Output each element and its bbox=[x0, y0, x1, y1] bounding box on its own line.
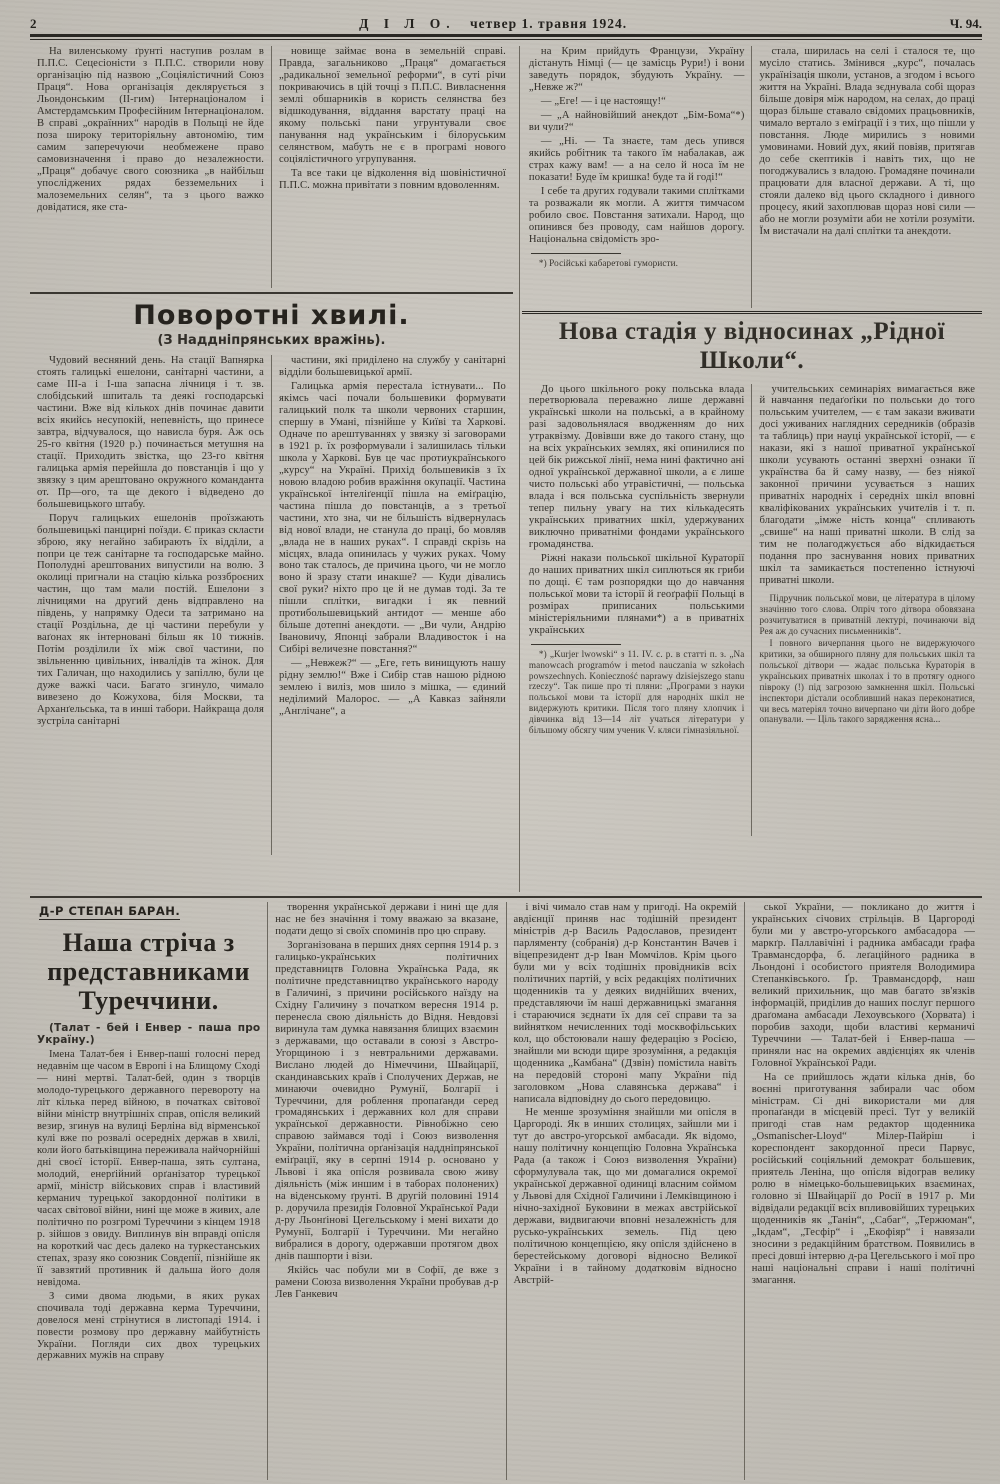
article-povorotni-khvyli bbox=[30, 300, 513, 855]
article-column bbox=[522, 384, 752, 836]
body-paragraph: З сими двома людьми, в яких руках спочивала тоді державна керма Туреччини, довелося мені стрінутися в листопаді 1914. і повести розмову про державну майбутність України. Погляди сих двох турецьких державних мужів на справу bbox=[37, 1290, 261, 1362]
article-column bbox=[30, 46, 271, 288]
article-body bbox=[30, 355, 513, 855]
body-paragraph: До цього шкільного року польська влада перетворювала переважно лише державні українські школи на польські, а в крайному разі задовольнялася вводженням до них утраквізму. Довівши вже до такого стану, що на всіх українських землях, які опинилися по цей бік рижської лінії, нема нині фактично ані одної української державної школи, а є лише чисто польські або утравістичні, — польська влада і вся польська суспільність звернули тепер пильну увагу на тих кількадесять українських приватних шкіл, удержуваних виключно приватніми фондами українського громадянства. bbox=[528, 383, 745, 551]
body-paragraph: новище займає вона в земельній справі. Правда, загальниково „Праця“ домагається „радикальної земельної реформи“, в суті річи покриваючись в цій точці з П.П.С. Вивласнення землі обшарників в користь селянства без відшкодування, віддання варстату праці на якому польські пани угрунтували своє панування над українським і білоруським селянством, мабуть не є в програмі нового соціялістичного угрупування. bbox=[278, 46, 506, 165]
upper-content bbox=[30, 46, 982, 892]
continued-article-right bbox=[522, 46, 982, 308]
body-paragraph: частини, які приділено на службу у санітарні відділи большевицької армії. bbox=[278, 355, 506, 378]
article-title: Наша стріча з представниками Туреччини. bbox=[47, 928, 250, 1016]
footnote-text: *) Російські кабаретові гумористи. bbox=[538, 257, 679, 268]
body-paragraph: — „Еге! — і це настоящу!“ bbox=[540, 95, 666, 107]
page-header bbox=[30, 6, 982, 32]
article-column bbox=[522, 46, 752, 308]
footnote-text: Підручник польської мови, це література в цілому значінню того слова. Опріч того дітвора обовязана розчитуватися в приватній лектурі, починаючи від Рея аж до сучасних письменників“. bbox=[759, 592, 976, 636]
article-column bbox=[506, 902, 744, 1480]
body-paragraph: Зорганізована в перших днях серпня 1914 р. з галицько-українських політичних представництв Головна Українська Рада, як політичне представництво українського народу в Галичині, з причини російського наїзду на Східну Галичину з початком вересня 1914 р. перенесла свою діяльність до Відня. Невдовзі виринула там думка навязання блищих взаємин з державами, що оставали в союзі з Австро-Угорщиною і з невтральними державами. Вислано людей до Німеччини, Швайцарії, скандинавських країв і Сполучених Держав, не минаючи очевидно Румунії, Болгарії і Туреччини, для роблення пропаґанди серед громадянських і державних кол для справи української державности. Рівнобіжно сею справою займався тоді і Союз визволення України, політична орґанізація наддніпрянської еміґрації, яку в серпні 1914 р. основано у Львові і яка опісля розвивала свою живу діяльність (між иншим і в таборах полонених) на віденському ґрунті. В другій половині 1914 р. доручила президія Головної Української Ради д-ру Льонґінові Цегельському і мені вихати до Румунії, Болгарії і Туреччини. Ми негайно вибралися в дорогу, одержавши протягом двох днів пашпорти і візи. bbox=[275, 939, 499, 1263]
newspaper-title: Д І Л О. bbox=[359, 16, 456, 31]
footnote bbox=[759, 593, 975, 725]
article-column bbox=[271, 355, 513, 855]
body-paragraph: — „А найновійший анекдот „Бім-Бома“*) ви чули?“ bbox=[528, 109, 745, 133]
page-number: 2 bbox=[30, 16, 37, 31]
article-column bbox=[751, 384, 982, 836]
article-column bbox=[30, 355, 271, 855]
article-subtitle: (З Наддніпрянських вражінь). bbox=[157, 333, 386, 348]
footnote bbox=[529, 649, 745, 736]
footnote-separator bbox=[531, 644, 621, 645]
article-column bbox=[751, 46, 982, 308]
body-paragraph: Та все таки це відколення від шовіністичної П.П.С. можна привітати з повним вдоволенням. bbox=[278, 167, 506, 191]
section-rule bbox=[30, 292, 513, 294]
footnote-text: *) „Kurjer lwowski“ з 11. IV. с. р. в статті п. з. „Na manowcach programów i metod nauczania w szkołach powszechnych. Konieczność naprawy dzisiejszego stanu rzeczy“. Так пише про ті пляни: „Програми з науки польської мови та історії для народніх шкіл не видержують критики. Після того пляну хлопчик і дівчинка від 13—14 літ учаться літератури у більшому обсягу чим ученик V. кляси гімназіяльної. bbox=[528, 648, 745, 735]
footnote-text: І повного вичерпання цього не видержуючого критики, за обширного пляну для польських шкіл та польської дітвори — жадає польська Кураторія в українських приватніх школах і то в протягу одного півроку (!) під загрозою замкнення шкіл. Польські інспектори дістали особливший наказ переконатися, чи весь матеріял точно вичерпано чи діти його добре опанували. — Ціль такого зарядження ясна... bbox=[759, 638, 976, 725]
section-rule bbox=[30, 896, 982, 898]
body-paragraph: творення української держави і нині ще для нас не без значіння і тому вважаю за вказане, подати дещо зі своїх споминів про цю справу. bbox=[275, 902, 499, 937]
article-column bbox=[744, 902, 982, 1480]
article-nova-stadiya bbox=[522, 318, 982, 836]
body-paragraph: Ріжні накази польської шкільної Кураторії до наших приватних шкіл сиплються як гриби по дощі. Є там розпорядки що до навчання польської мови та історії й геоґрафії Польщі в розмірах приписаних польськими міністеріяльними плянами*) а в приватніх українських bbox=[528, 553, 745, 636]
article-body bbox=[522, 384, 982, 836]
article-column bbox=[30, 902, 267, 1480]
article-turkey bbox=[30, 902, 982, 1480]
footnote bbox=[529, 258, 745, 269]
section-rule bbox=[522, 311, 982, 314]
article-title: Нова стадія у відносинах „Рідної Школи“. bbox=[558, 318, 946, 374]
body-paragraph: На се прийшлось ждати кілька днів, бо воєнні приготування забирали час обом міністрам. Сі дні використали ми для пропаґанди в місцевій пресі. Тут у великій пригоді став нам редактор щоденника „Osmanischer-Lloyd“ Мілер-Пайріш і кореспондент закордонної преси Парвус, російський соціяльний демократ большевик, приятель Леніна, що опісля відограв велику ролю в німецько-большевицьких взаєминах, головно зі Швайцарії до Росії в 1917 р. Ми відвідали редакції всіх впливовійших турецьких щоденників як „Танін“, „Сабаг“, „Тержюман“, „Ікдам“, „Тесфір“ і „Екофіяр“ і навязали зносини з редакційним братством. Появились в пресі довші інтервю д-ра Цегельського і мої про наші національні справи і наші політичні змагання. bbox=[751, 1071, 975, 1287]
header-rule bbox=[30, 34, 982, 40]
continued-article-left bbox=[30, 46, 513, 288]
issue-date: четвер 1. травня 1924. bbox=[470, 16, 628, 31]
body-paragraph: Поруч галицьких ешелонів проїзжають большевицькі панцирні поїзди. Є приказ скласти зброю, яку негайно забирають їх відділи, а попри це теж санітарне та господарське майно. Пополудні арештованих випустили на волю. З околиці пригнали на стацію кілька роззброєних частин, що там мали постій. Ешелони з лічницями на другий день відправлено на південь, у напрямку Одеси та затримано на стації Роздільна, де ці частини перебули у ваґонах як інтерновані більш як 10 тижнів. Потім розділили їх між свої частини, по звільненню цивільних, інвалідів та жінок. Для тих Галичан, що находились у запіллю, були це дуже важкі часи. Багато згинуло, чимало вивезено до Кожухова, біля Москви, та Арханґельська, та в инші табори. Найкраща доля зустріла санітарні bbox=[37, 512, 264, 728]
body-paragraph: — „Ні. — Та знаєте, там десь упився якийсь робітник та такого їм набалакав, аж страх кажу вам! — а на село й носа їм не показати! Буде їм кришка! буде та й годі!“ bbox=[528, 135, 745, 183]
body-paragraph: на Крим прийдуть Французи, Україну дістануть Німці (— це замісць Рури!) і вони заведуть порядок, збудують Україну. — „Невже ж?“ bbox=[528, 46, 745, 93]
body-paragraph: Якійсь час побули ми в Софії, де вже з рамени Союза визволення України пробував д-р Лев Ганкевич bbox=[275, 1265, 499, 1300]
body-paragraph: Чудовий весняний день. На стації Вапнярка стоять галицькі ешелони, санітарні частини, а саме ІІІ-а і І-ша запасна лічниця і т. зв. слобідський шпиталь та деякі господарські частини. Вже від кількох днів починає давити всіх якийсь несупокій, непевність, що принесе завтра, відчувалося, що нависла буря. Аж ось 25-го квітня (1920 р.) починається метушня на стації. Приходить звістка, що 23-го квітня галицька армія перейшла до повстанців і що у звязку з цим арештовано окружного команданта от. Пр—ого, та ще декого і відведено до большевицького штабу. bbox=[37, 355, 264, 510]
left-half bbox=[30, 46, 513, 892]
article-column bbox=[271, 46, 513, 288]
body-paragraph: На виленському ґрунті наступив розлам в П.П.С. Сецесіоністи з П.П.С. створили нову організацію під назвою „Соціялістичний Союз Праця“. Нова організація деклярується з Льондонським (ІІ-гим) Інтернаціоналом і Амстердамським Професійним Інтернаціоналом. В справі „окраїнних“ народів в Польщі не йде поза широку територіяльну автономію, тим самим заперечуючи необмежене право самовизначення і право до незалежности. „Праця“ добачує свого союзника „в найбільш упосліджених рядах безземельних і малоземельних селян“, та з цього важко довідатися, яке ста- bbox=[37, 46, 264, 213]
body-paragraph: І себе та других годували такими сплітками та розважали як могли. А життя тимчасом робило своє. Повстання затихали. Народ, що опинився без проводу, сам найшов дорогу. Національна свідомість зро- bbox=[528, 185, 745, 245]
issue-number: Ч. 94. bbox=[949, 16, 982, 31]
right-half bbox=[519, 46, 982, 892]
body-paragraph: Не менше зрозуміння знайшли ми опісля в Царгороді. Як в инших столицях, зайшли ми і тут до австро-угорської амбасади. Як відомо, нашу політичну концепцію Головна Українська Рада (а також і Союз визволення України) сформулувала так, що ми домагалися окремої української державної одиниці власним соймом у Львові для Східної Галичини і Лемківщиною і нічно-західної Буковини в межах австрійської держави, видвигаючи вповні незалежність для русько-українських земель. Під цею політичною концепцією, яку опісля здійснено в берестейському договорі відносно Великої України і в тайному додатковім відносно Австрій- bbox=[513, 1107, 737, 1287]
article-subtitle: (Талат - бей і Енвер - паша про Україну.) bbox=[37, 1022, 261, 1047]
footnote-separator bbox=[531, 253, 621, 254]
body-paragraph: — „Невжеж?“ — „Еге, геть винищують нашу рідну землю!“ Вже і Сибір став нашою рідною землею і виліз, мов шило з мішка, — єдиний неділимий Малорос. — „А Кавказ зайняли „Англічане“, а bbox=[278, 658, 506, 718]
body-paragraph: Галицька армія перестала істнувати... По якімсь часі почали большевики формувати галицький полк та школи червоних старшин, спершу в Умані, пізнійше у Київі та Харкові. Одначе по арештуваннях у звязку зі заговорами в 1921 р. їх розформували і залишилась тільки школа у Харкові. Був це час протиукраїнського „курсу“ на Україні. Прихід большевиків з їх новою владою робив вражіння окупації. Частина української інтеліґенції пішла на еміґрацію, частина пішла до повстанців, а з третьої частини, хто зна, чи не більшість відвернулась від нової влади, не станула до праці, бо мовляв „влада не в наших руках“. І справді скрізь на місцях, влада опинилась у чужих руках. Чому воно так сталось, де причина цього, чи не могло воно й зразу стати инакше? — Куди дівались свої руки? ніхто про це й не думав тоді. За те пішли сплітки, вигадки і як певний протибольшевицький антидот — менше або більше дотепні анекдоти. — „Ви чули, Андрію Івановичу, Японці забрали Владивосток і на Сибірі величезне повстання?“ bbox=[278, 380, 506, 656]
body-paragraph: стала, ширилась на селі і сталося те, що мусіло статись. Змінився „курс“, почалась українізація школи, установ, а згодом і всього життя на Україні. Влада зєднувала собі щораз більше довіря між народом, на селах, до праці щораз більше ставало свідомих працьовників, чимало вертало з еміґрації і з тих, що пішли у повстання. Люде мирились з новими умовинами. Новий дух, який повіяв, притягав до себе скептиків і навіть тих, що не погоджувались з владою. Громадяне починали працювати для власної держави. А ті, що стояли далеко від цього складного і дивного процесу, який захоплював щораз нові сили — або не могли розуміти аби не хотіли розуміти. Їм вистачали на далі сплітки та анекдоти. bbox=[759, 46, 976, 237]
body-paragraph: ської України, — покликано до життя і українських січових стрільців. В Царгороді були ми у австро-угорського амбасадора — маркґр. Паллавічіні і радника амбасади ґрафа Травмансдорфа, б. леґаційного радника в Льондоні і особистого приятеля Володимира Степанківського. Ґр. Травмансдорф, наш великий прихильник, що мав багато зв'язків інформацій, приділив до наших послуг першого драґомана амбасади Лехоувського (Хорвата) і поробив заходи, щоби властиві керманичі Туреччини — Талат-бей і Енвер-паша — приняли нас на окремих авдієнціях як членів Головної Української Ради. bbox=[751, 902, 975, 1069]
body-paragraph: і вічі чимало став нам у пригоді. На окремій авдієнції приняв нас тодішній президент міністрів д-р Василь Радославов, президент парляменту (собранія) д-р Константин Вачев і віцепрезидент д-р Іван Момчілов. Крім цього були ми у всіх тодішніх провідників всіх політичних партій, у всіх редакціях політичних щоденників та у деяких виднійших вчених, представляючи їм наші державницькі змагання і стараючися зєднати їх для сеї справи та за вийнятком нечисленних тоді москвофільських кол, що обстоювали нашу федерацію з Росією, знайшли ми всюди щире зрозуміння, а редакція щоденника „Камбана“ (Дзвін) помістила навіть на передовій стороні мапу України під заголовком „Нова славянська держава“ і написала відповідну до сього передовицю. bbox=[513, 902, 737, 1105]
article-title: Поворотні хвилі. bbox=[133, 300, 410, 331]
masthead-center bbox=[359, 16, 627, 32]
body-paragraph: Імена Талат-бея і Енвер-паші голосні перед недавнім ще часом в Европі і на Блищому Сході — нині мертві. Талат-бей, один з творців молодо-турецького державного перевороту на літ кілька перед війною, в початках світової війни міністр внутрішніх справ, опісля великий везир, згинув на вулиці Берліна від вірменської кулі вже по розвалі осередніх держав в хвилі, коли його батьківщина переживала найчорнійші дні своєї історії. Енвер-паша, зять султана, молодий, енерґійний орґанізатор турецької армії, міністр військових справ і властивий керманич турецької закордонної політики в часах світової війни, нині ще може в живих, але політично по розгромі Туреччини з кінцем 1918 р. зійшов з овиду. Виплинув він вправді опісля на короткий час десь далеко на туркестанських степах, зразу яко союзник Совдепії, пізнійше як її завзятий противник й дальша його доля невідома. bbox=[37, 1049, 261, 1288]
article-column bbox=[267, 902, 505, 1480]
author-byline: Д-Р СТЕПАН БАРАН. bbox=[39, 904, 181, 918]
body-paragraph: учительських семинаріях вимагається вже й навчання педаґоґіки по польськи до того польським учителем, — є там закази вживати досі уживаних наглядних середників (образів та таблиць) при науці української історії, — є накази, які з нашої приватної української школи усувають останні зверхні ознаки її українства ба й саму назву, — без ніякої законної причини усувається з наших приватніх народніх і середніх шкіл вповні кваліфікованих українських учителів і т. п. благодати „імже ність конца“ спливають „свише“ на наші приватні школи. В слід за тим не полагоджується або відкидається подання про заснування нових приватних шкіл та замикається постепенно істнуючі приватні школи. bbox=[759, 383, 976, 586]
